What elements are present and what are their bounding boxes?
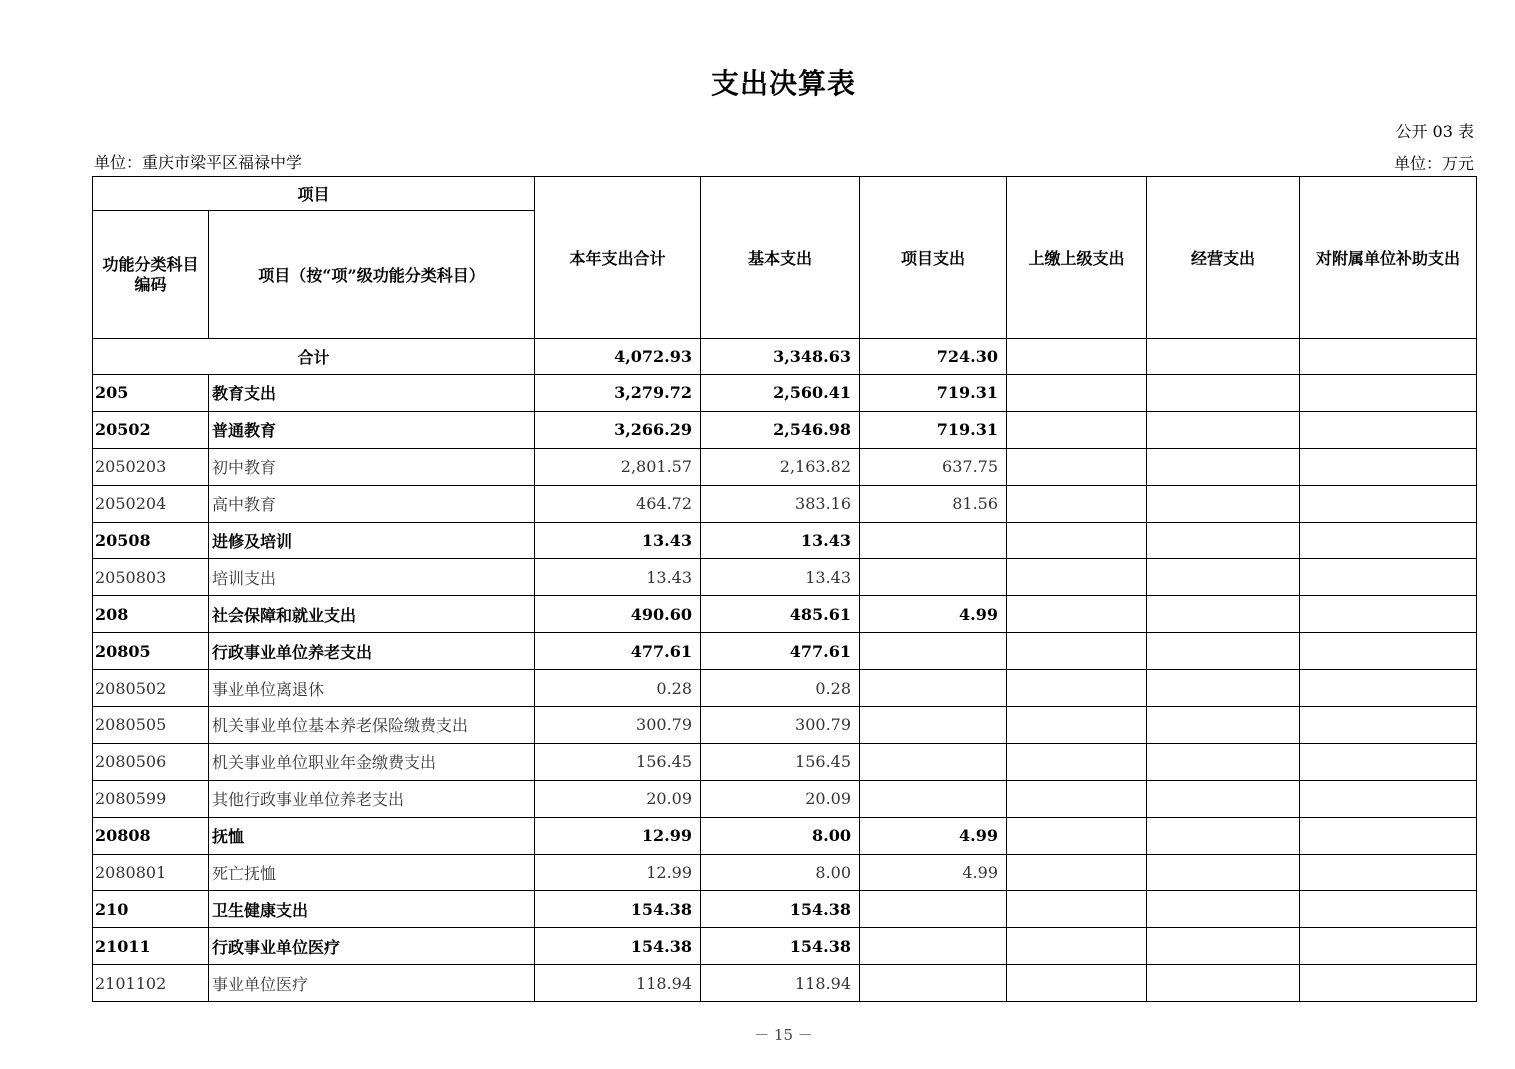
row-total: 12.99	[535, 817, 701, 854]
row-upper	[1007, 485, 1147, 522]
row-upper	[1007, 522, 1147, 559]
row-name: 死亡抚恤	[209, 854, 535, 891]
summary-row	[93, 339, 1477, 375]
row-code: 2080599	[93, 780, 209, 817]
row-total: 0.28	[535, 670, 701, 707]
header-name: 项目（按“项”级功能分类科目）	[209, 211, 535, 339]
row-upper	[1007, 670, 1147, 707]
row-basic: 154.38	[701, 891, 860, 928]
row-business	[1147, 707, 1300, 744]
row-project: 719.31	[860, 375, 1007, 412]
row-subsidy	[1300, 596, 1477, 633]
row-code: 2050203	[93, 448, 209, 485]
organization-unit: 单位：重庆市梁平区福禄中学	[94, 153, 303, 172]
row-upper	[1007, 411, 1147, 448]
table-row	[93, 485, 1477, 522]
row-total: 20.09	[535, 780, 701, 817]
row-business	[1147, 633, 1300, 670]
row-name: 高中教育	[209, 485, 535, 522]
row-upper	[1007, 854, 1147, 891]
row-upper	[1007, 965, 1147, 1002]
row-project: 719.31	[860, 411, 1007, 448]
row-business	[1147, 596, 1300, 633]
row-total: 118.94	[535, 965, 701, 1002]
row-subsidy	[1300, 707, 1477, 744]
row-total: 477.61	[535, 633, 701, 670]
summary-total: 4,072.93	[535, 339, 701, 375]
row-business	[1147, 670, 1300, 707]
row-upper	[1007, 596, 1147, 633]
row-total: 13.43	[535, 522, 701, 559]
row-subsidy	[1300, 965, 1477, 1002]
row-basic: 118.94	[701, 965, 860, 1002]
header-code: 功能分类科目编码	[93, 211, 209, 339]
row-name: 培训支出	[209, 559, 535, 596]
form-number: 公开 03 表	[1395, 122, 1474, 141]
currency-unit: 单位：万元	[1393, 154, 1474, 173]
table-row	[93, 743, 1477, 780]
row-code: 2101102	[93, 965, 209, 1002]
row-name: 初中教育	[209, 448, 535, 485]
row-project	[860, 670, 1007, 707]
row-business	[1147, 411, 1300, 448]
expenditure-table	[92, 176, 1477, 1002]
row-basic: 485.61	[701, 596, 860, 633]
row-subsidy	[1300, 522, 1477, 559]
row-name: 其他行政事业单位养老支出	[209, 780, 535, 817]
summary-business	[1147, 339, 1300, 375]
row-code: 21011	[93, 928, 209, 965]
table-row	[93, 670, 1477, 707]
row-upper	[1007, 707, 1147, 744]
summary-upper	[1007, 339, 1147, 375]
header-total: 本年支出合计	[535, 177, 701, 339]
row-project	[860, 522, 1007, 559]
row-code: 2080801	[93, 854, 209, 891]
row-basic: 477.61	[701, 633, 860, 670]
row-basic: 156.45	[701, 743, 860, 780]
row-total: 13.43	[535, 559, 701, 596]
row-business	[1147, 375, 1300, 412]
row-project: 81.56	[860, 485, 1007, 522]
row-name: 事业单位医疗	[209, 965, 535, 1002]
row-upper	[1007, 743, 1147, 780]
row-business	[1147, 965, 1300, 1002]
row-project: 4.99	[860, 817, 1007, 854]
row-name: 社会保障和就业支出	[209, 596, 535, 633]
row-subsidy	[1300, 559, 1477, 596]
row-subsidy	[1300, 928, 1477, 965]
row-name: 进修及培训	[209, 522, 535, 559]
row-basic: 2,163.82	[701, 448, 860, 485]
row-upper	[1007, 817, 1147, 854]
row-upper	[1007, 891, 1147, 928]
table-row	[93, 522, 1477, 559]
row-total: 300.79	[535, 707, 701, 744]
row-upper	[1007, 928, 1147, 965]
row-business	[1147, 891, 1300, 928]
table-row	[93, 633, 1477, 670]
row-code: 20502	[93, 411, 209, 448]
table-row	[93, 780, 1477, 817]
row-subsidy	[1300, 891, 1477, 928]
row-subsidy	[1300, 743, 1477, 780]
row-project	[860, 928, 1007, 965]
row-business	[1147, 559, 1300, 596]
row-business	[1147, 485, 1300, 522]
row-project	[860, 780, 1007, 817]
row-basic: 154.38	[701, 928, 860, 965]
row-business	[1147, 817, 1300, 854]
row-code: 20805	[93, 633, 209, 670]
row-name: 卫生健康支出	[209, 891, 535, 928]
header-project-expense: 项目支出	[860, 177, 1007, 339]
row-code: 210	[93, 891, 209, 928]
row-basic: 13.43	[701, 522, 860, 559]
row-upper	[1007, 375, 1147, 412]
row-basic: 2,560.41	[701, 375, 860, 412]
row-subsidy	[1300, 780, 1477, 817]
row-total: 154.38	[535, 891, 701, 928]
row-basic: 2,546.98	[701, 411, 860, 448]
row-code: 2080502	[93, 670, 209, 707]
table-row	[93, 375, 1477, 412]
row-basic: 8.00	[701, 854, 860, 891]
row-subsidy	[1300, 854, 1477, 891]
header-upper-payment: 上缴上级支出	[1007, 177, 1147, 339]
row-subsidy	[1300, 670, 1477, 707]
row-upper	[1007, 448, 1147, 485]
row-basic: 383.16	[701, 485, 860, 522]
row-code: 2050204	[93, 485, 209, 522]
row-total: 490.60	[535, 596, 701, 633]
row-project	[860, 633, 1007, 670]
page-title: 支出决算表	[710, 67, 856, 100]
row-code: 205	[93, 375, 209, 412]
row-basic: 20.09	[701, 780, 860, 817]
row-basic: 0.28	[701, 670, 860, 707]
row-code: 20808	[93, 817, 209, 854]
row-code: 208	[93, 596, 209, 633]
summary-label: 合计	[93, 339, 535, 375]
row-project: 4.99	[860, 596, 1007, 633]
row-business	[1147, 854, 1300, 891]
table-row	[93, 817, 1477, 854]
summary-project: 724.30	[860, 339, 1007, 375]
row-total: 3,279.72	[535, 375, 701, 412]
row-code: 20508	[93, 522, 209, 559]
row-upper	[1007, 633, 1147, 670]
row-project	[860, 891, 1007, 928]
table-row	[93, 448, 1477, 485]
row-project	[860, 559, 1007, 596]
row-business	[1147, 780, 1300, 817]
row-project	[860, 707, 1007, 744]
row-name: 教育支出	[209, 375, 535, 412]
row-total: 12.99	[535, 854, 701, 891]
row-name: 行政事业单位养老支出	[209, 633, 535, 670]
row-name: 机关事业单位基本养老保险缴费支出	[209, 707, 535, 744]
row-total: 3,266.29	[535, 411, 701, 448]
table-row	[93, 854, 1477, 891]
row-name: 事业单位离退休	[209, 670, 535, 707]
row-project: 637.75	[860, 448, 1007, 485]
summary-basic: 3,348.63	[701, 339, 860, 375]
row-code: 2080506	[93, 743, 209, 780]
page-number: － 15 －	[754, 1026, 813, 1044]
table-row	[93, 928, 1477, 965]
row-subsidy	[1300, 817, 1477, 854]
row-subsidy	[1300, 448, 1477, 485]
row-basic: 8.00	[701, 817, 860, 854]
row-project	[860, 743, 1007, 780]
row-name: 机关事业单位职业年金缴费支出	[209, 743, 535, 780]
table-row	[93, 707, 1477, 744]
row-business	[1147, 743, 1300, 780]
row-code: 2080505	[93, 707, 209, 744]
row-business	[1147, 928, 1300, 965]
row-basic: 300.79	[701, 707, 860, 744]
row-project	[860, 965, 1007, 1002]
row-subsidy	[1300, 375, 1477, 412]
row-name: 抚恤	[209, 817, 535, 854]
summary-subsidy	[1300, 339, 1477, 375]
row-business	[1147, 522, 1300, 559]
row-name: 普通教育	[209, 411, 535, 448]
table-row	[93, 891, 1477, 928]
row-total: 156.45	[535, 743, 701, 780]
row-project: 4.99	[860, 854, 1007, 891]
table-row	[93, 411, 1477, 448]
table-row	[93, 596, 1477, 633]
row-business	[1147, 448, 1300, 485]
header-business: 经营支出	[1147, 177, 1300, 339]
row-total: 2,801.57	[535, 448, 701, 485]
row-total: 154.38	[535, 928, 701, 965]
row-name: 行政事业单位医疗	[209, 928, 535, 965]
table-row	[93, 559, 1477, 596]
row-upper	[1007, 559, 1147, 596]
row-subsidy	[1300, 633, 1477, 670]
table-row	[93, 965, 1477, 1002]
row-code: 2050803	[93, 559, 209, 596]
row-upper	[1007, 780, 1147, 817]
header-basic: 基本支出	[701, 177, 860, 339]
row-subsidy	[1300, 411, 1477, 448]
row-total: 464.72	[535, 485, 701, 522]
header-project: 项目	[93, 177, 535, 211]
row-basic: 13.43	[701, 559, 860, 596]
header-subsidy: 对附属单位补助支出	[1300, 177, 1477, 339]
row-subsidy	[1300, 485, 1477, 522]
